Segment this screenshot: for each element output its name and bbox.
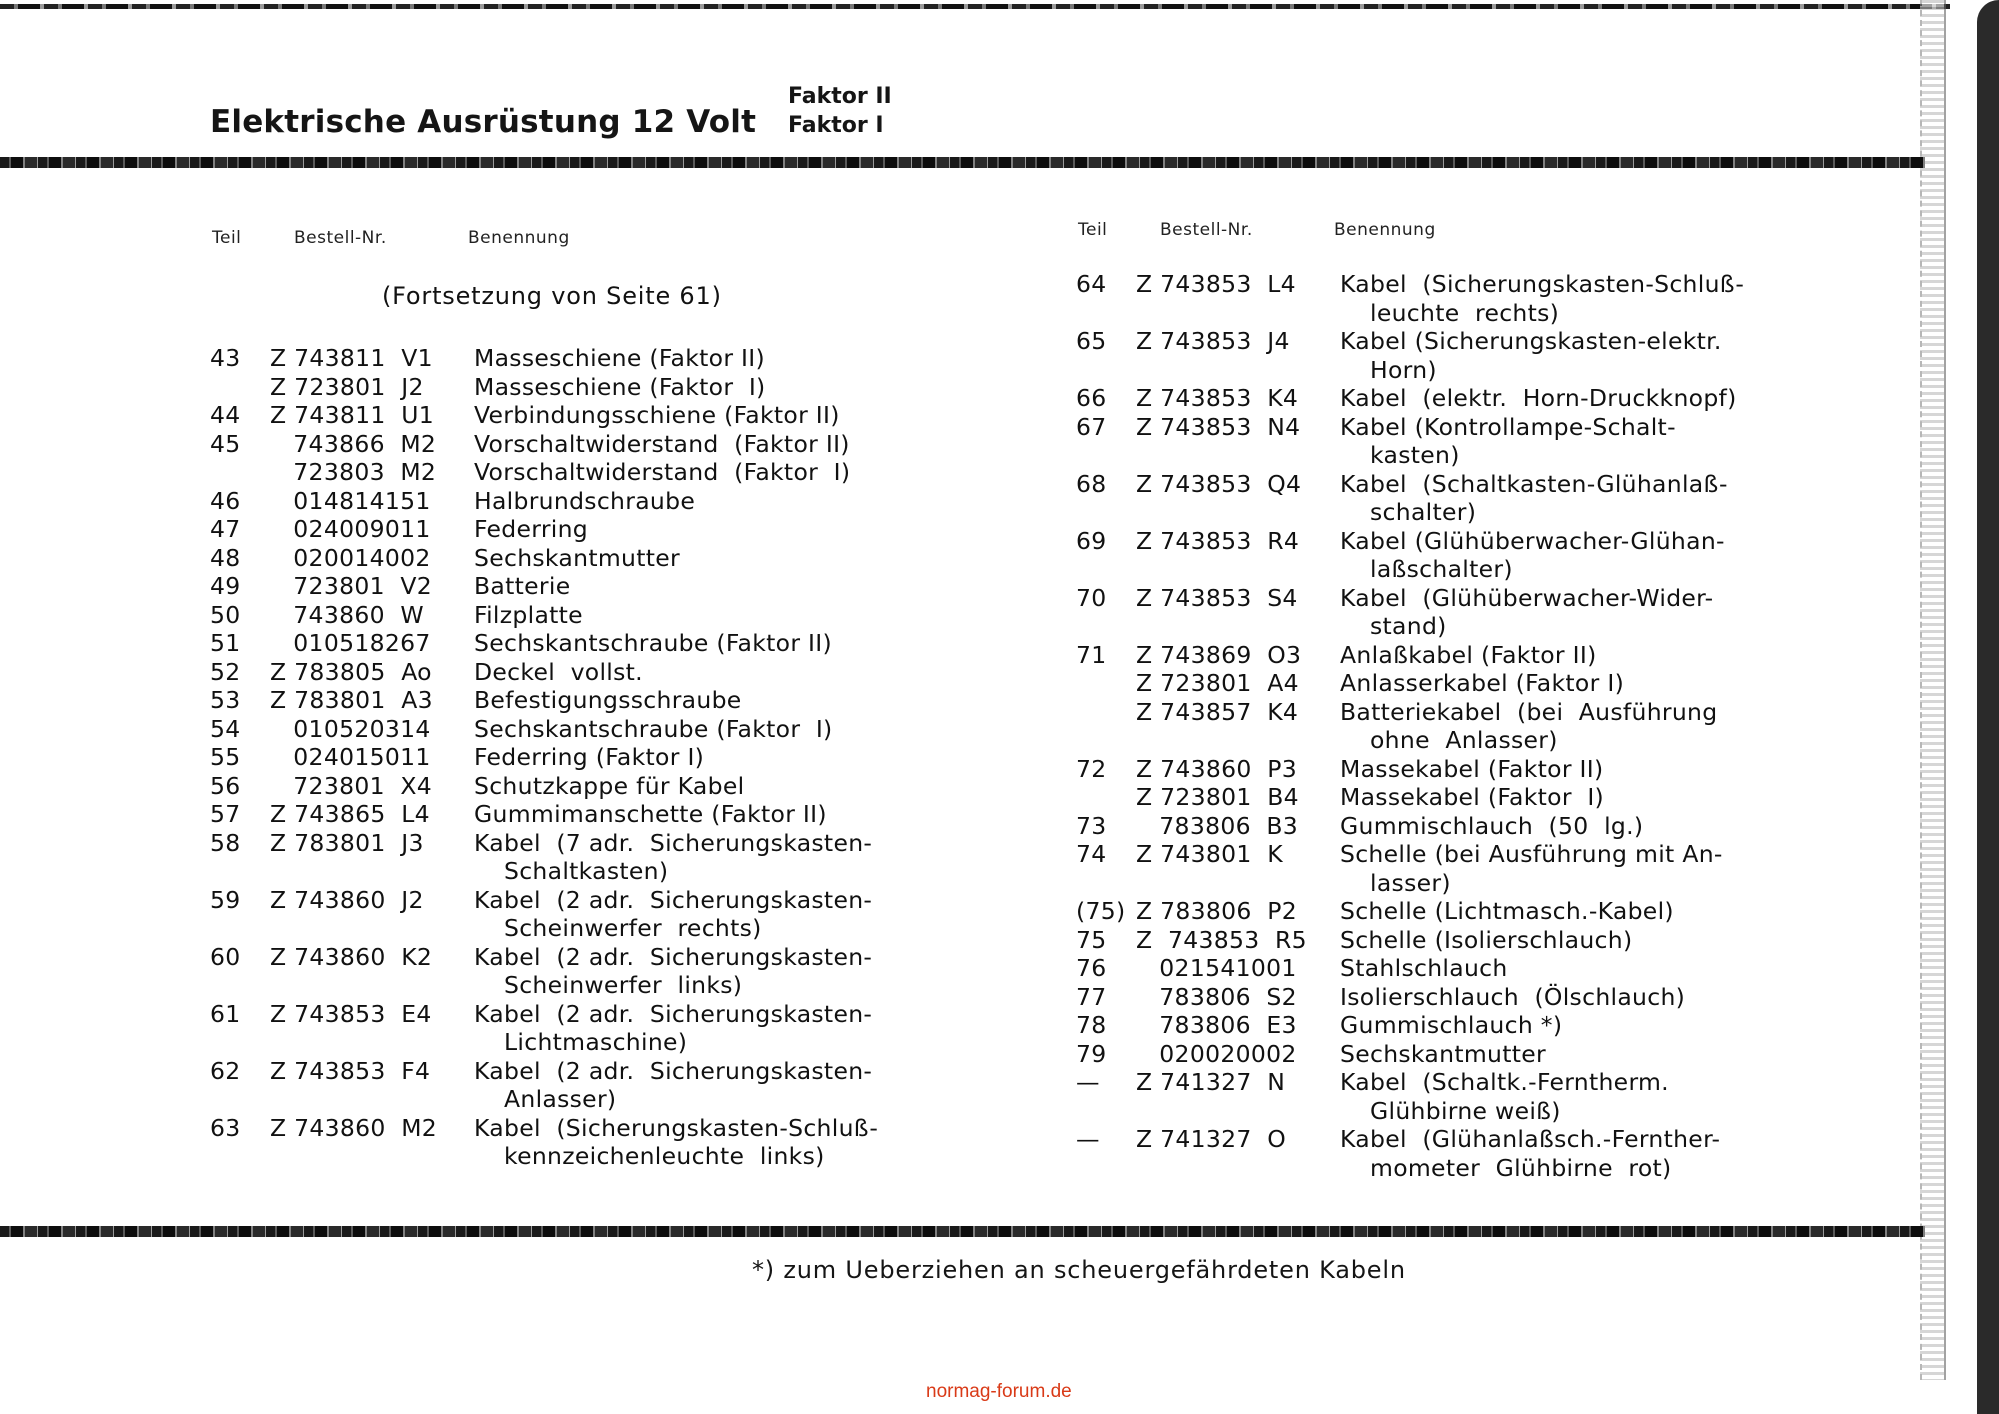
table-row <box>210 544 930 573</box>
table-row <box>210 743 930 772</box>
table-row <box>210 430 930 459</box>
description-line: Halbrundschraube <box>474 486 696 515</box>
order-number: Z 743853 F4 <box>270 1056 431 1085</box>
table-row <box>210 943 930 1000</box>
description-line: Gummimanschette (Faktor II) <box>474 800 827 828</box>
order-number: 783806 S2 <box>1136 982 1297 1011</box>
description-line: Anlaßkabel (Faktor II) <box>1340 640 1597 669</box>
table-row <box>1076 470 1796 527</box>
table-row <box>1076 983 1796 1012</box>
header-divider <box>0 157 1925 168</box>
part-description <box>1340 470 1796 527</box>
part-description <box>1340 641 1796 670</box>
part-number: — <box>1076 1068 1100 1096</box>
part-description <box>1340 527 1796 584</box>
description-line: Masseschiene (Faktor II) <box>474 344 765 372</box>
part-description <box>474 344 930 373</box>
table-row <box>1076 897 1796 926</box>
description-line: Kabel (Schaltk.-Ferntherm. <box>1340 1068 1669 1096</box>
part-description <box>1340 840 1796 897</box>
part-description <box>474 943 930 1000</box>
description-line: Kabel (2 adr. Sicherungskasten- <box>474 942 873 971</box>
order-number: Z 743853 L4 <box>1136 270 1296 298</box>
table-row <box>210 487 930 516</box>
part-number: 65 <box>1076 327 1107 355</box>
table-row <box>1076 1125 1796 1182</box>
part-description <box>474 544 930 573</box>
part-description <box>474 743 930 772</box>
description-line: Kabel (Sicherungskasten-Schluß- <box>474 1113 879 1142</box>
part-description <box>1340 669 1796 698</box>
part-description <box>1340 1040 1796 1069</box>
table-row <box>210 373 930 402</box>
description-line: Kabel (Sicherungskasten-Schluß- <box>1340 270 1745 298</box>
order-number: 014814151 <box>270 486 431 515</box>
description-continuation: ohne Anlasser) <box>1370 726 1558 754</box>
order-number: Z 743801 K <box>1136 840 1283 868</box>
part-description <box>474 458 930 487</box>
table-row <box>1076 1040 1796 1069</box>
order-number: Z 743853 K4 <box>1136 384 1299 412</box>
order-number: Z 783806 P2 <box>1136 897 1297 925</box>
order-number: 024009011 <box>270 515 431 543</box>
order-number: 743860 W <box>270 600 424 629</box>
order-number: Z 743811 U1 <box>270 401 434 429</box>
part-description <box>1340 954 1796 983</box>
order-number: Z 743860 K2 <box>270 942 433 971</box>
part-number: 48 <box>210 543 241 572</box>
table-row <box>1076 954 1796 983</box>
footnote: *) zum Ueberziehen an scheuergefährdeten Kabeln <box>752 1256 1406 1284</box>
part-description <box>474 658 930 687</box>
order-number: Z 743811 V1 <box>270 344 433 372</box>
part-number: 76 <box>1076 954 1107 982</box>
part-description <box>474 515 930 544</box>
part-number: 78 <box>1076 1011 1107 1039</box>
table-row <box>1076 755 1796 784</box>
description-line: Kabel (Glühüberwacher-Wider- <box>1340 583 1714 612</box>
part-description <box>474 629 930 658</box>
table-row <box>210 772 930 801</box>
part-description <box>1340 1011 1796 1040</box>
description-line: Federring <box>474 515 589 543</box>
part-description <box>474 715 930 744</box>
order-number: 021541001 <box>1136 954 1297 982</box>
table-row <box>1076 413 1796 470</box>
part-description <box>1340 698 1796 755</box>
description-line: Schutzkappe für Kabel <box>474 771 745 800</box>
part-number: 73 <box>1076 811 1107 840</box>
model-faktor-ii: Faktor II <box>788 84 892 109</box>
part-number: 52 <box>210 657 241 686</box>
part-number: 75 <box>1076 925 1107 954</box>
part-number: 57 <box>210 800 241 828</box>
description-line: Vorschaltwiderstand (Faktor I) <box>474 458 851 486</box>
order-number: Z 743860 J2 <box>270 885 424 914</box>
parts-list <box>1076 270 1796 1182</box>
part-number: 70 <box>1076 583 1107 612</box>
description-line: Federring (Faktor I) <box>474 743 705 771</box>
part-description <box>474 886 930 943</box>
table-row <box>1076 527 1796 584</box>
table-row <box>210 1000 930 1057</box>
description-line: Gummischlauch (50 lg.) <box>1340 811 1644 840</box>
description-line: Verbindungsschiene (Faktor II) <box>474 401 840 429</box>
part-number: 51 <box>210 629 241 657</box>
description-line: Sechskantmutter <box>474 543 680 572</box>
part-description <box>1340 1068 1796 1125</box>
description-line: Kabel (2 adr. Sicherungskasten- <box>474 1056 873 1085</box>
description-line: Sechskantschraube (Faktor I) <box>474 714 833 743</box>
part-number: 67 <box>1076 412 1107 441</box>
part-description <box>474 401 930 430</box>
table-row <box>210 458 930 487</box>
table-row <box>210 686 930 715</box>
table-row <box>210 572 930 601</box>
part-description <box>474 601 930 630</box>
order-number: Z 783805 Ao <box>270 657 432 686</box>
description-continuation: Glühbirne weiß) <box>1370 1096 1561 1125</box>
watermark-link[interactable]: normag-forum.de <box>926 1381 1072 1402</box>
scan-dark-edge <box>1977 0 1999 1414</box>
description-line: Stahlschlauch <box>1340 954 1508 982</box>
order-number: 010520314 <box>270 714 431 743</box>
description-line: Kabel (2 adr. Sicherungskasten- <box>474 999 873 1028</box>
part-description <box>474 1000 930 1057</box>
table-row <box>210 629 930 658</box>
part-number: 77 <box>1076 982 1107 1011</box>
table-row <box>210 886 930 943</box>
table-row <box>210 658 930 687</box>
description-continuation: Anlasser) <box>504 1085 617 1113</box>
part-description <box>474 800 930 829</box>
part-number: 58 <box>210 828 241 857</box>
description-line: Kabel (elektr. Horn-Druckknopf) <box>1340 384 1737 412</box>
part-number: 60 <box>210 942 241 971</box>
column-headers <box>1076 220 1796 250</box>
part-number: 56 <box>210 771 241 800</box>
description-continuation: Lichtmaschine) <box>504 1028 688 1056</box>
part-description <box>474 373 930 402</box>
scan-top-border <box>0 4 1950 9</box>
order-number: Z 783801 A3 <box>270 686 433 714</box>
parts-list <box>210 344 930 1171</box>
part-number: (75) <box>1076 897 1126 925</box>
order-number: Z 743853 J4 <box>1136 327 1290 355</box>
part-number: — <box>1076 1125 1100 1153</box>
part-number: 44 <box>210 401 241 429</box>
description-line: Schelle (bei Ausführung mit An- <box>1340 840 1723 868</box>
order-number: 010518267 <box>270 629 431 657</box>
table-row <box>210 715 930 744</box>
part-description <box>1340 926 1796 955</box>
description-continuation: kasten) <box>1370 441 1460 469</box>
order-number: 020020002 <box>1136 1039 1297 1068</box>
part-number: 74 <box>1076 840 1107 868</box>
description-continuation: laßschalter) <box>1370 555 1513 583</box>
page-title: Elektrische Ausrüstung 12 Volt <box>210 104 757 140</box>
part-number: 46 <box>210 486 241 515</box>
order-number: 020014002 <box>270 543 431 572</box>
order-number: 723801 X4 <box>270 771 433 800</box>
order-number: 783806 B3 <box>1136 811 1299 840</box>
order-number: Z 741327 O <box>1136 1125 1287 1153</box>
part-number: 71 <box>1076 640 1107 669</box>
order-number: Z 743853 E4 <box>270 999 432 1028</box>
description-line: Filzplatte <box>474 600 583 629</box>
header-benennung: Benennung <box>468 228 570 248</box>
continuation-note: (Fortsetzung von Seite 61) <box>382 282 722 310</box>
table-row <box>210 1114 930 1171</box>
part-number: 79 <box>1076 1039 1107 1068</box>
table-row <box>1076 1011 1796 1040</box>
description-line: Sechskantmutter <box>1340 1039 1546 1068</box>
part-number: 43 <box>210 344 241 372</box>
description-line: Deckel vollst. <box>474 657 643 686</box>
part-number: 45 <box>210 429 241 458</box>
part-description <box>1340 327 1796 384</box>
description-line: Massekabel (Faktor II) <box>1340 754 1604 783</box>
description-line: Schelle (Isolierschlauch) <box>1340 925 1633 954</box>
order-number: Z 723801 J2 <box>270 372 424 401</box>
part-number: 53 <box>210 686 241 714</box>
part-description <box>474 1057 930 1114</box>
description-line: Kabel (Schaltkasten-Glühanlaß- <box>1340 469 1728 498</box>
order-number: Z 723801 A4 <box>1136 669 1299 697</box>
table-row <box>210 1057 930 1114</box>
table-row <box>1076 783 1796 812</box>
order-number: 783806 E3 <box>1136 1011 1297 1039</box>
table-row <box>1076 270 1796 327</box>
table-row <box>1076 1068 1796 1125</box>
order-number: 723801 V2 <box>270 572 432 600</box>
footer-divider <box>0 1226 1925 1237</box>
part-description <box>1340 384 1796 413</box>
part-number: 50 <box>210 600 241 629</box>
part-description <box>1340 783 1796 812</box>
table-row <box>1076 641 1796 670</box>
order-number: 743866 M2 <box>270 429 437 458</box>
description-line: Batteriekabel (bei Ausführung <box>1340 697 1718 726</box>
table-row <box>1076 327 1796 384</box>
description-line: Massekabel (Faktor I) <box>1340 783 1605 811</box>
table-row <box>1076 384 1796 413</box>
order-number: 024015011 <box>270 743 431 771</box>
header-bestell-nr: Bestell-Nr. <box>1160 220 1253 240</box>
description-line: Batterie <box>474 572 571 600</box>
description-line: Kabel (Kontrollampe-Schalt- <box>1340 412 1676 441</box>
order-number: Z 743853 S4 <box>1136 583 1298 612</box>
order-number: Z 743860 M2 <box>270 1113 438 1142</box>
table-row <box>1076 669 1796 698</box>
order-number: Z 743853 R4 <box>1136 526 1300 555</box>
order-number: Z 743853 R5 <box>1136 925 1307 954</box>
description-line: Schelle (Lichtmasch.-Kabel) <box>1340 897 1674 925</box>
part-number: 62 <box>210 1056 241 1085</box>
header-teil: Teil <box>212 228 242 248</box>
part-number: 72 <box>1076 754 1107 783</box>
order-number: Z 743853 N4 <box>1136 412 1301 441</box>
order-number: Z 743853 Q4 <box>1136 469 1302 498</box>
part-number: 59 <box>210 885 241 914</box>
part-description <box>1340 983 1796 1012</box>
part-number: 68 <box>1076 469 1107 498</box>
part-description <box>474 686 930 715</box>
header-teil: Teil <box>1078 220 1108 240</box>
table-row <box>210 829 930 886</box>
description-continuation: schalter) <box>1370 498 1477 526</box>
part-description <box>474 1114 930 1171</box>
part-description <box>1340 1125 1796 1182</box>
table-row <box>210 800 930 829</box>
part-number: 64 <box>1076 270 1107 298</box>
part-number: 49 <box>210 572 241 600</box>
description-line: Gummischlauch *) <box>1340 1011 1563 1039</box>
part-number: 61 <box>210 999 241 1028</box>
order-number: Z 723801 B4 <box>1136 783 1299 811</box>
part-number: 63 <box>210 1113 241 1142</box>
description-continuation: Schaltkasten) <box>504 857 669 885</box>
part-number: 66 <box>1076 384 1107 412</box>
description-line: Kabel (Glühüberwacher-Glühan- <box>1340 526 1725 555</box>
part-number: 54 <box>210 714 241 743</box>
header-benennung: Benennung <box>1334 220 1436 240</box>
order-number: Z 783801 J3 <box>270 828 424 857</box>
description-continuation: mometer Glühbirne rot) <box>1370 1153 1672 1182</box>
description-line: Kabel (7 adr. Sicherungskasten- <box>474 828 873 857</box>
parts-column-left <box>210 228 930 1171</box>
part-description <box>1340 413 1796 470</box>
description-continuation: kennzeichenleuchte links) <box>504 1142 825 1170</box>
part-number: 69 <box>1076 526 1107 555</box>
part-description <box>474 487 930 516</box>
description-line: Isolierschlauch (Ölschlauch) <box>1340 982 1686 1011</box>
description-line: Kabel (Glühanlaßsch.-Fernther- <box>1340 1125 1721 1153</box>
table-row <box>1076 840 1796 897</box>
scan-binding-edge <box>1920 0 1946 1380</box>
model-labels <box>788 82 892 140</box>
description-continuation: Scheinwerfer links) <box>504 971 743 999</box>
part-description <box>474 829 930 886</box>
order-number: Z 743857 K4 <box>1136 697 1299 726</box>
table-row <box>210 401 930 430</box>
table-row <box>1076 812 1796 841</box>
description-line: Sechskantschraube (Faktor II) <box>474 629 832 657</box>
part-description <box>474 572 930 601</box>
order-number: Z 741327 N <box>1136 1068 1286 1096</box>
part-description <box>1340 812 1796 841</box>
part-description <box>1340 897 1796 926</box>
part-description <box>1340 755 1796 784</box>
part-number: 55 <box>210 743 241 771</box>
table-row <box>210 515 930 544</box>
order-number: 723803 M2 <box>270 458 437 486</box>
model-faktor-i: Faktor I <box>788 113 884 138</box>
table-row <box>1076 584 1796 641</box>
order-number: Z 743860 P3 <box>1136 754 1297 783</box>
description-line: Kabel (2 adr. Sicherungskasten- <box>474 885 873 914</box>
description-line: Vorschaltwiderstand (Faktor II) <box>474 429 850 458</box>
description-line: Befestigungsschraube <box>474 686 742 714</box>
description-continuation: stand) <box>1370 612 1447 640</box>
description-continuation: leuchte rechts) <box>1370 298 1560 327</box>
order-number: Z 743869 O3 <box>1136 640 1302 669</box>
part-number: 47 <box>210 515 241 543</box>
description-line: Anlasserkabel (Faktor I) <box>1340 669 1625 697</box>
description-continuation: lasser) <box>1370 868 1451 897</box>
table-row <box>210 601 930 630</box>
table-row <box>1076 926 1796 955</box>
part-description <box>474 772 930 801</box>
part-description <box>1340 584 1796 641</box>
order-number: Z 743865 L4 <box>270 800 430 828</box>
description-line: Kabel (Sicherungskasten-elektr. <box>1340 327 1722 355</box>
header-bestell-nr: Bestell-Nr. <box>294 228 387 248</box>
description-continuation: Scheinwerfer rechts) <box>504 914 762 942</box>
description-continuation: Horn) <box>1370 355 1437 384</box>
column-headers <box>210 228 930 258</box>
description-line: Masseschiene (Faktor I) <box>474 372 766 401</box>
table-row <box>1076 698 1796 755</box>
part-description <box>474 430 930 459</box>
parts-column-right <box>1076 220 1796 1182</box>
table-row <box>210 344 930 373</box>
part-description <box>1340 270 1796 327</box>
